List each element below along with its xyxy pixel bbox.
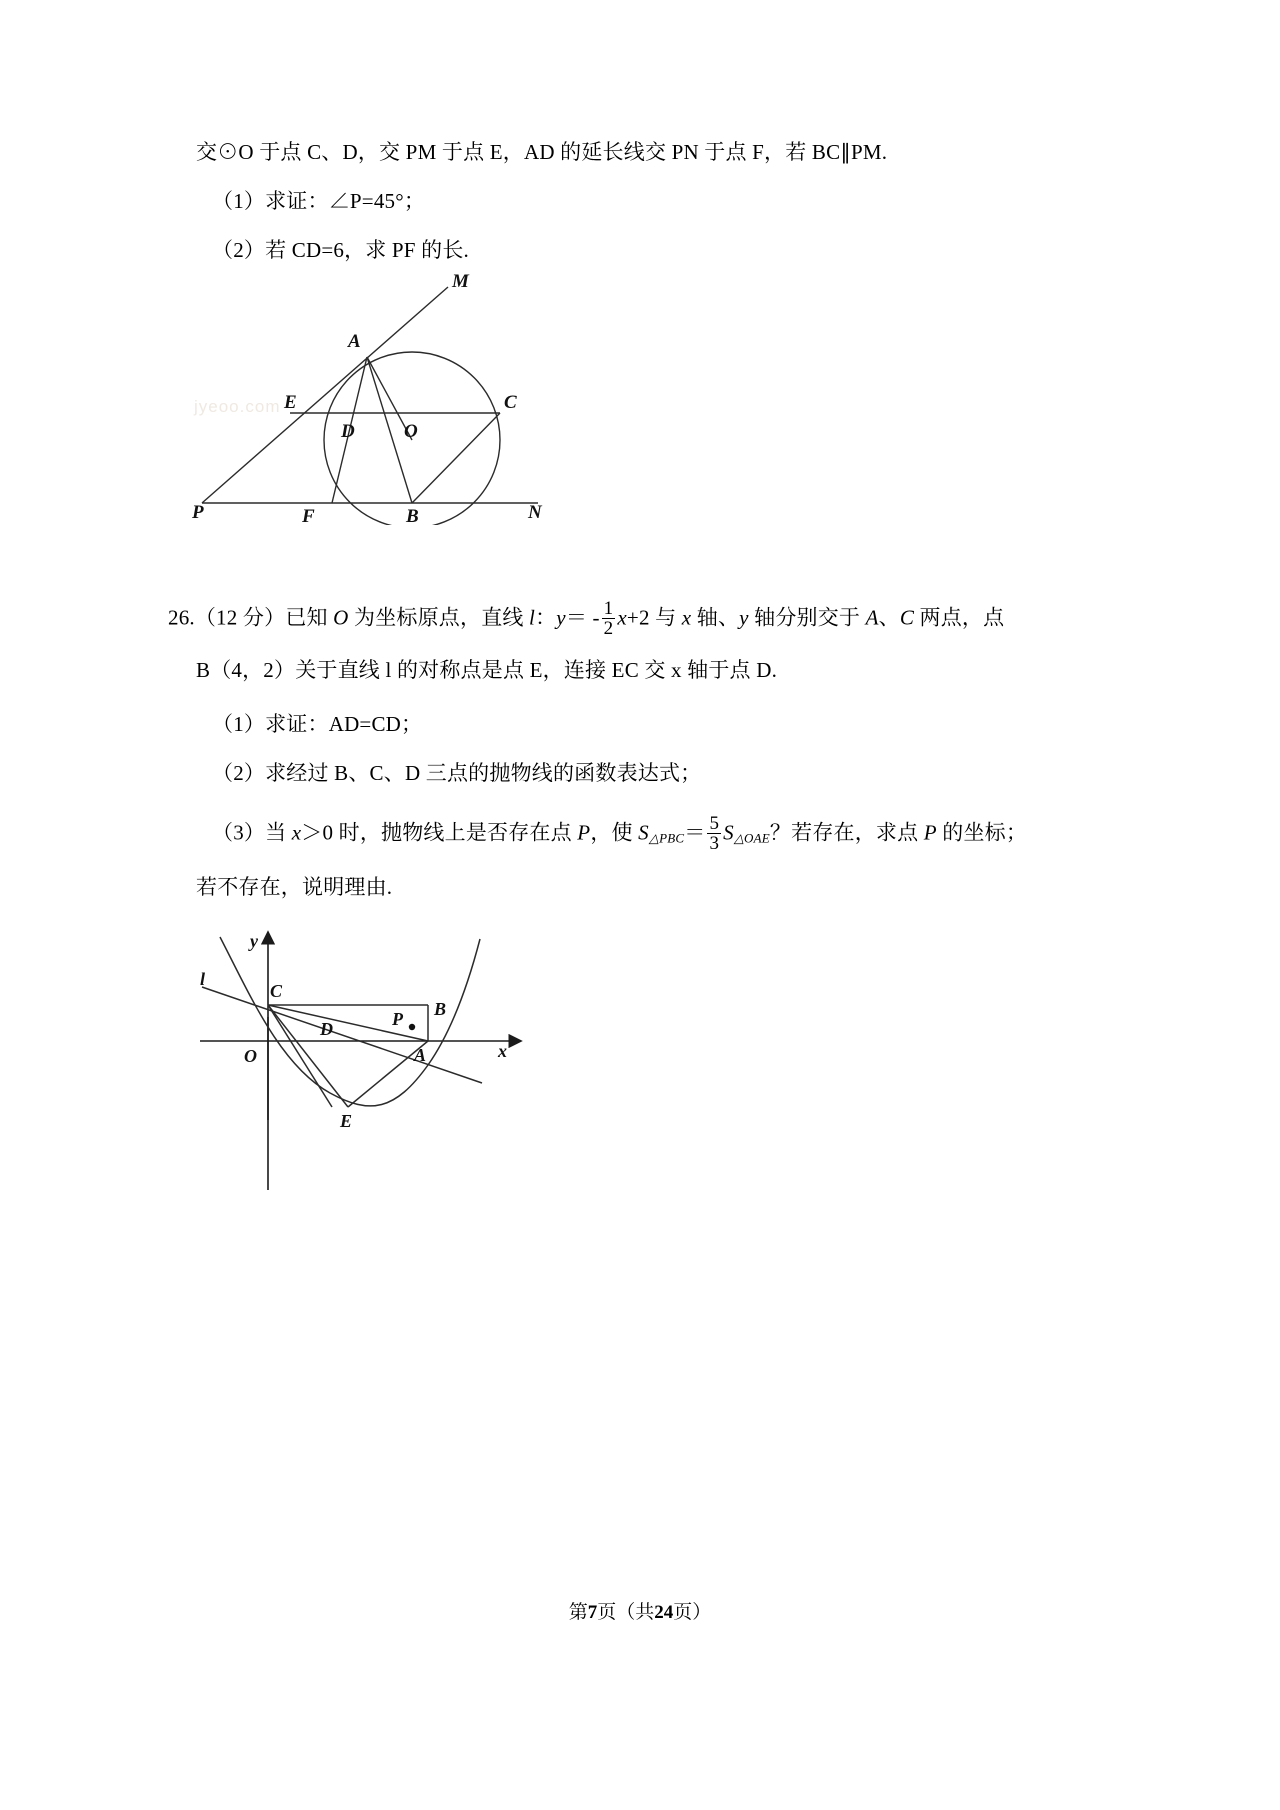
problem26-part2: （2）求经过 B、C、D 三点的抛物线的函数表达式； <box>212 761 702 785</box>
stem-c: ： <box>535 605 557 630</box>
problem26-part3 <box>212 815 1027 855</box>
footer-middle: 页（共 <box>597 1602 655 1623</box>
part3-c: ，使 <box>590 820 639 845</box>
svg-text:P: P <box>392 1009 403 1029</box>
area-subscript-oae: △OAE <box>733 830 770 846</box>
stem-f: 轴分别交于 <box>748 605 866 630</box>
problem25-intro-line: 交⊙O 于点 C、D，交 PM 于点 E，AD 的延长线交 PN 于点 F，若 BC∥PM. <box>196 140 888 164</box>
svg-text:E: E <box>284 392 297 413</box>
problem25-part2: （2）若 CD=6，求 PF 的长. <box>212 238 469 262</box>
svg-text:O: O <box>404 421 418 442</box>
svg-text:P: P <box>192 502 204 523</box>
footer-prefix: 第 <box>568 1602 588 1623</box>
problem26-stem-line1 <box>168 600 1004 640</box>
fraction-one-half <box>602 599 616 639</box>
area-subscript-pbc: △PBC <box>648 830 685 846</box>
problem25-part1: （1）求证：∠P=45°； <box>212 189 426 213</box>
svg-text:l: l <box>200 969 206 989</box>
parabola-coordinate-figure <box>180 925 600 1225</box>
svg-text:E: E <box>340 1111 353 1131</box>
fraction-denominator: 2 <box>603 618 614 640</box>
svg-text:x: x <box>498 1041 507 1061</box>
stem-plus2: +2 <box>626 605 650 630</box>
problem26-dot: . <box>189 605 195 630</box>
stem-eq: ＝ - <box>565 605 600 630</box>
footer-total-pages: 24 <box>654 1602 674 1623</box>
stem-point-C: C <box>899 605 915 630</box>
area-symbol-oae: S <box>723 820 734 845</box>
area-symbol-pbc: S <box>638 820 649 845</box>
fraction-five-thirds <box>707 814 721 854</box>
svg-text:N: N <box>528 502 542 523</box>
problem26-part1: （1）求证：AD=CD； <box>212 712 423 736</box>
part3-x: x <box>291 820 302 845</box>
stem-g: 、 <box>878 605 900 630</box>
svg-text:A: A <box>414 1045 427 1065</box>
footer-suffix: 页） <box>673 1602 712 1623</box>
watermark: jyeoo.com <box>194 397 281 416</box>
stem-xaxis: x <box>681 605 692 630</box>
svg-text:y: y <box>250 931 258 951</box>
page-footer <box>0 1597 1280 1624</box>
part3-b: ＞0 时，抛物线上是否存在点 <box>301 820 578 845</box>
svg-text:O: O <box>244 1046 257 1066</box>
stem-a: 已知 <box>285 605 334 630</box>
svg-text:D: D <box>320 1019 333 1039</box>
svg-text:F: F <box>302 506 315 525</box>
part3-point-P2: P <box>923 820 937 845</box>
footer-page-number: 7 <box>587 1602 598 1623</box>
stem-h: 两点，点 <box>914 605 1005 630</box>
fraction-numerator: 5 <box>709 813 720 834</box>
fraction-denominator: 3 <box>709 833 720 855</box>
part3-d: ？若存在，求点 <box>769 820 924 845</box>
svg-text:A: A <box>348 331 361 352</box>
svg-text:C: C <box>504 392 517 413</box>
stem-yaxis: y <box>739 605 749 630</box>
stem-y: y <box>556 605 566 630</box>
stem-line-l: l <box>529 605 536 630</box>
svg-text:B: B <box>406 506 419 525</box>
part3-point-P: P <box>577 820 591 845</box>
problem26-last-line: 若不存在，说明理由. <box>196 875 393 899</box>
stem-b: 为坐标原点，直线 <box>348 605 530 630</box>
problem26-stem-line2: B（4，2）关于直线 l 的对称点是点 E，连接 EC 交 x 轴于点 D. <box>196 658 778 682</box>
circle-tangent-figure <box>180 265 600 525</box>
problem26-number: 26 <box>168 605 190 630</box>
problem26-points: （12 分） <box>194 605 286 630</box>
svg-text:C: C <box>270 981 283 1001</box>
part3-e: 的坐标； <box>936 820 1028 845</box>
svg-text:M: M <box>452 271 469 292</box>
stem-x: x <box>617 605 627 630</box>
part3-a: （3）当 <box>212 820 292 845</box>
svg-text:D: D <box>341 421 355 442</box>
stem-d: 与 <box>649 605 682 630</box>
stem-e: 轴、 <box>691 605 740 630</box>
fraction-numerator: 1 <box>603 598 614 619</box>
svg-text:B: B <box>434 999 447 1019</box>
part3-eq: ＝ <box>684 820 706 845</box>
stem-point-A: A <box>865 605 879 630</box>
stem-origin: O <box>333 605 349 630</box>
